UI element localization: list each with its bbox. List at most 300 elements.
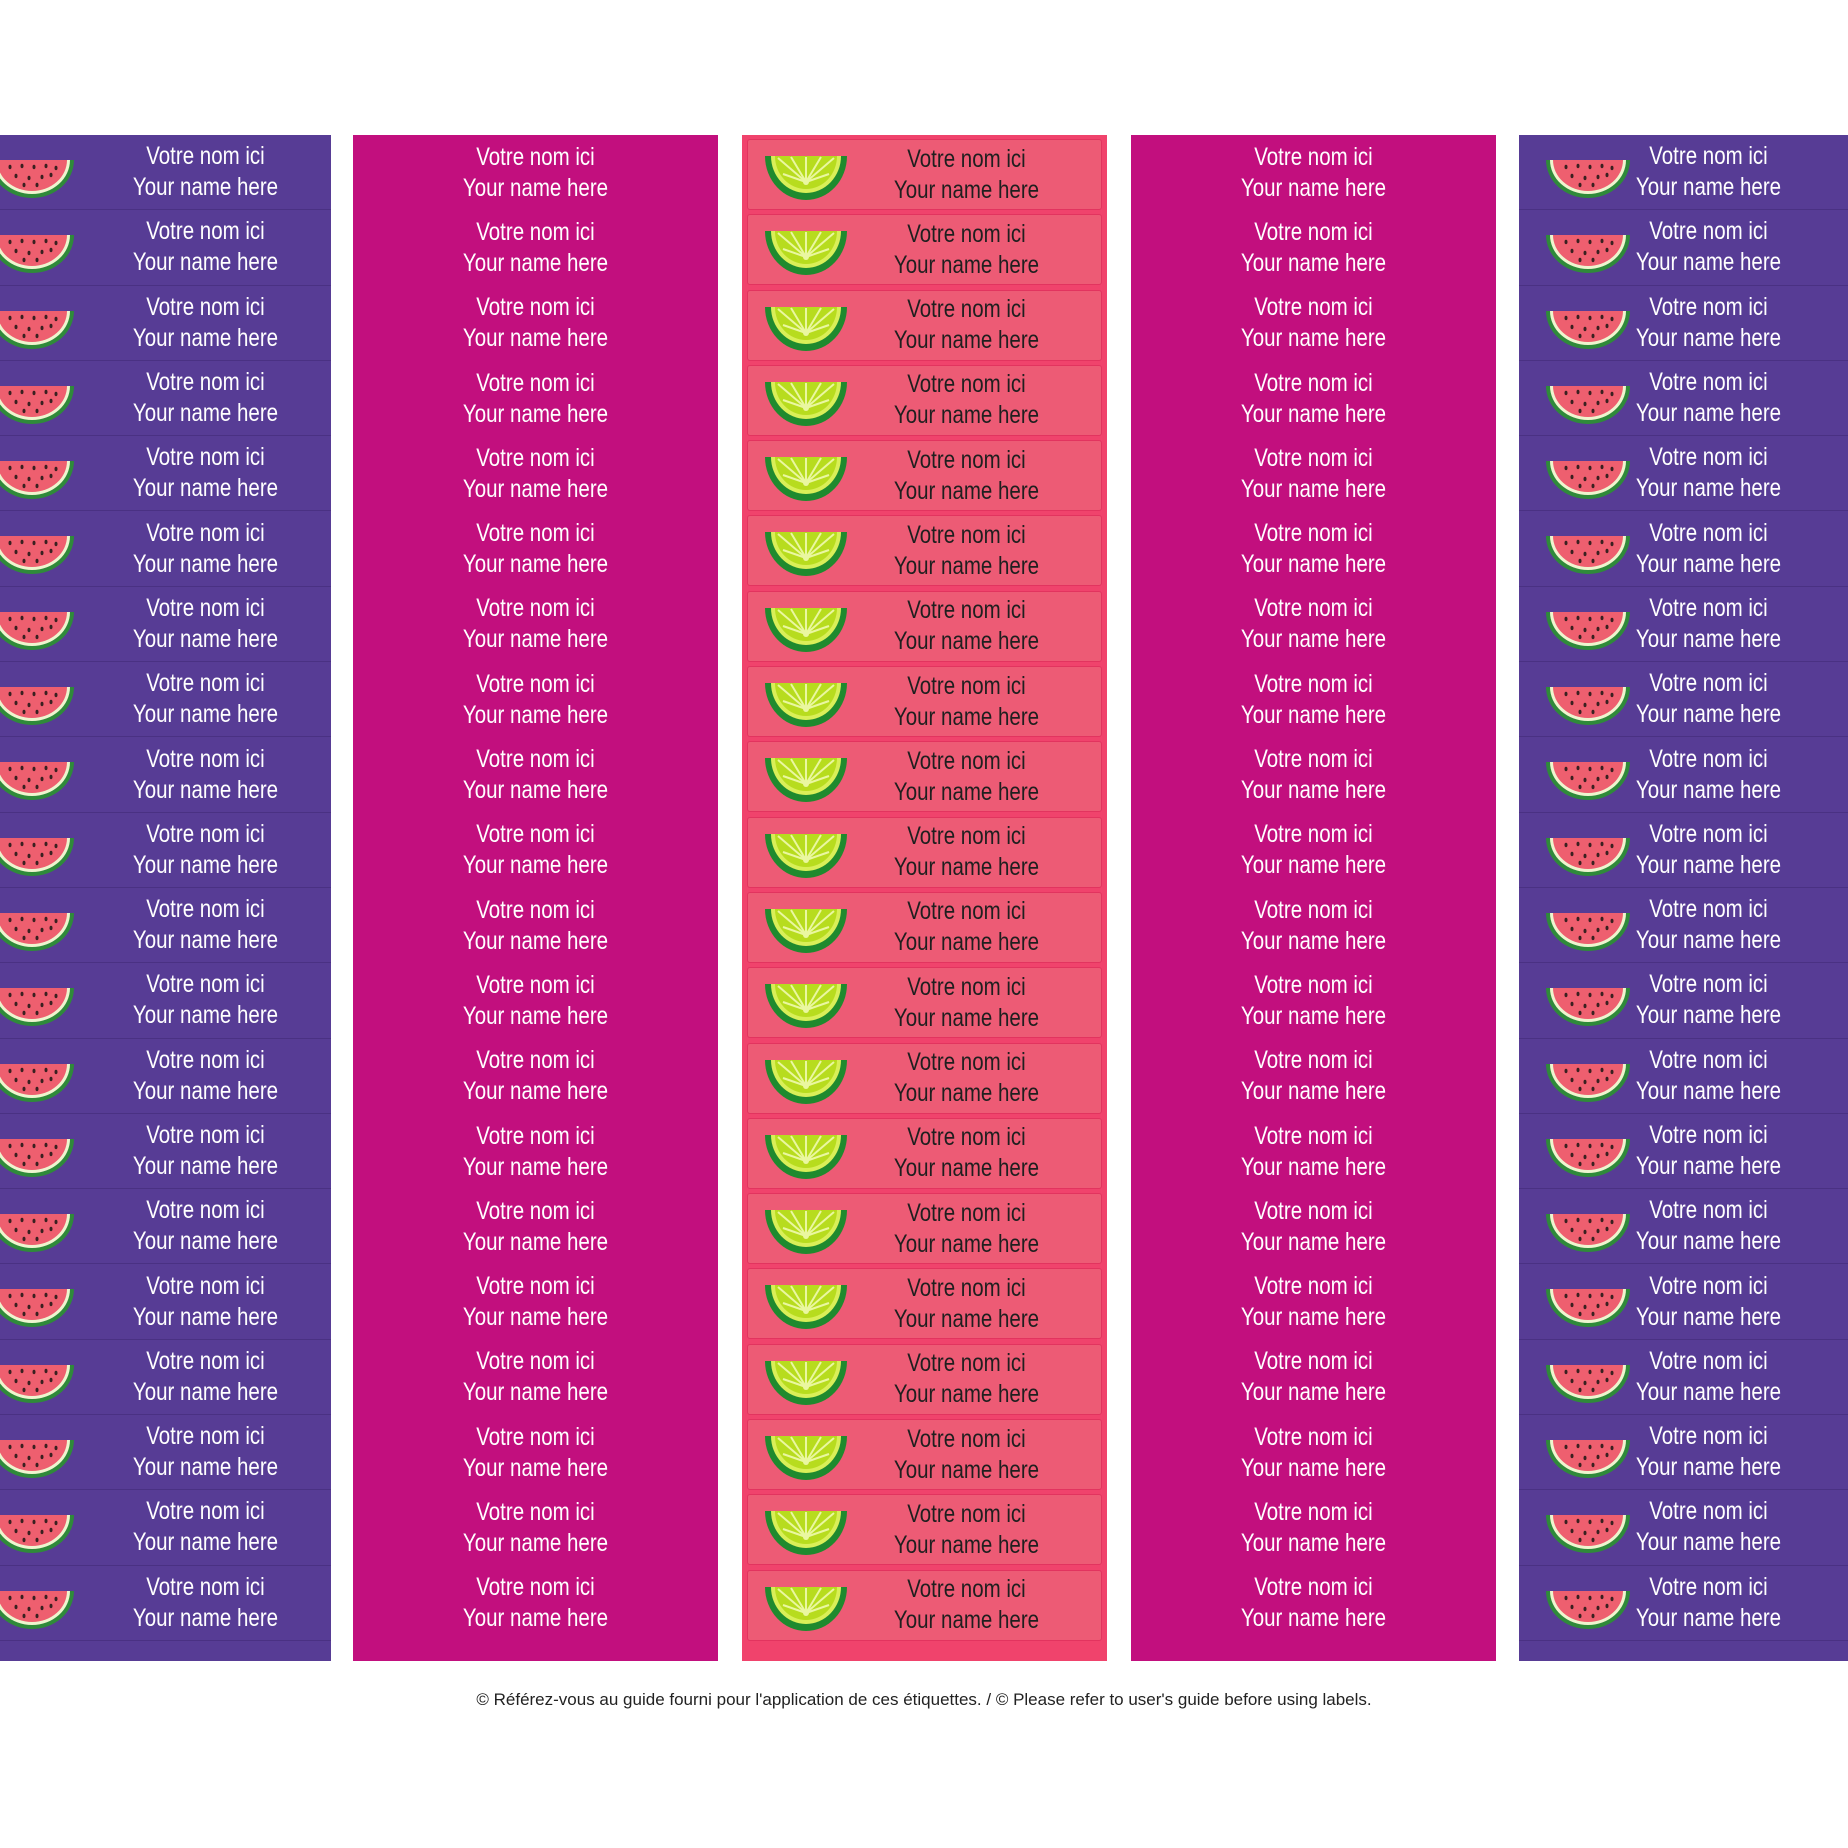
label-text bbox=[856, 1119, 1077, 1188]
label-name-english: Your name here bbox=[1635, 775, 1782, 804]
name-label bbox=[353, 1415, 718, 1490]
label-text bbox=[1164, 737, 1463, 812]
label-name-french: Votre nom ici bbox=[476, 895, 595, 924]
name-label bbox=[0, 1189, 331, 1264]
watermelon-icon bbox=[0, 1210, 76, 1254]
label-name-french: Votre nom ici bbox=[476, 368, 595, 397]
label-text bbox=[1164, 135, 1463, 210]
label-text bbox=[856, 140, 1077, 209]
label-name-french: Votre nom ici bbox=[1254, 745, 1373, 774]
label-text bbox=[1594, 286, 1823, 360]
watermelon-icon bbox=[0, 683, 76, 727]
watermelon-icon bbox=[0, 758, 76, 802]
label-text bbox=[386, 511, 685, 586]
label-name-french: Votre nom ici bbox=[476, 293, 595, 322]
name-label bbox=[747, 1419, 1102, 1490]
label-name-french: Votre nom ici bbox=[907, 1048, 1026, 1077]
label-name-french: Votre nom ici bbox=[476, 745, 595, 774]
label-name-english: Your name here bbox=[893, 326, 1040, 355]
label-name-english: Your name here bbox=[893, 551, 1040, 580]
label-name-french: Votre nom ici bbox=[1649, 142, 1768, 171]
name-label bbox=[353, 286, 718, 361]
label-name-english: Your name here bbox=[1240, 926, 1387, 955]
label-text bbox=[1164, 888, 1463, 963]
label-name-french: Votre nom ici bbox=[146, 1045, 265, 1074]
label-text bbox=[386, 1415, 685, 1490]
label-text bbox=[1164, 1415, 1463, 1490]
label-text bbox=[856, 441, 1077, 510]
label-name-french: Votre nom ici bbox=[476, 1121, 595, 1150]
label-name-french: Votre nom ici bbox=[476, 142, 595, 171]
label-text bbox=[1164, 963, 1463, 1038]
label-name-french: Votre nom ici bbox=[907, 1424, 1026, 1453]
label-name-french: Votre nom ici bbox=[907, 671, 1026, 700]
name-label bbox=[353, 511, 718, 586]
name-label bbox=[747, 1043, 1102, 1114]
name-label bbox=[1519, 1039, 1848, 1114]
name-label bbox=[1131, 963, 1496, 1038]
label-name-english: Your name here bbox=[1635, 1302, 1782, 1331]
label-name-french: Votre nom ici bbox=[1649, 819, 1768, 848]
lime-slice-icon bbox=[763, 453, 849, 503]
label-name-french: Votre nom ici bbox=[1649, 1572, 1768, 1601]
name-label bbox=[1519, 135, 1848, 210]
lime-slice-icon bbox=[763, 830, 849, 880]
label-name-french: Votre nom ici bbox=[1649, 217, 1768, 246]
name-label bbox=[1131, 888, 1496, 963]
label-name-english: Your name here bbox=[462, 474, 609, 503]
label-text bbox=[856, 1495, 1077, 1564]
label-name-english: Your name here bbox=[1635, 1227, 1782, 1256]
label-text bbox=[386, 1189, 685, 1264]
name-label bbox=[1519, 436, 1848, 511]
label-text bbox=[103, 286, 309, 360]
label-text bbox=[386, 1340, 685, 1415]
label-text bbox=[1164, 1114, 1463, 1189]
label-name-french: Votre nom ici bbox=[907, 295, 1026, 324]
name-label bbox=[353, 361, 718, 436]
label-name-french: Votre nom ici bbox=[1649, 1045, 1768, 1074]
label-text bbox=[1164, 1566, 1463, 1641]
label-name-english: Your name here bbox=[462, 324, 609, 353]
label-name-french: Votre nom ici bbox=[1649, 895, 1768, 924]
usage-notice: © Référez-vous au guide fourni pour l'application de ces étiquettes. / © Please refer to user's guide before using labels. bbox=[476, 1690, 1372, 1709]
watermelon-icon bbox=[0, 231, 76, 275]
label-text bbox=[103, 1039, 309, 1113]
name-label bbox=[0, 436, 331, 511]
label-text bbox=[1594, 1039, 1823, 1113]
name-label bbox=[1519, 1189, 1848, 1264]
label-name-english: Your name here bbox=[1635, 474, 1782, 503]
name-label bbox=[1131, 286, 1496, 361]
label-name-french: Votre nom ici bbox=[1254, 217, 1373, 246]
label-name-english: Your name here bbox=[462, 700, 609, 729]
name-label bbox=[1519, 587, 1848, 662]
label-name-english: Your name here bbox=[1240, 1303, 1387, 1332]
label-name-french: Votre nom ici bbox=[907, 1349, 1026, 1378]
name-label bbox=[353, 1340, 718, 1415]
lime-slice-icon bbox=[763, 1432, 849, 1482]
label-name-french: Votre nom ici bbox=[907, 1575, 1026, 1604]
label-name-french: Votre nom ici bbox=[1649, 669, 1768, 698]
label-text bbox=[856, 592, 1077, 661]
label-text bbox=[386, 361, 685, 436]
name-label bbox=[747, 139, 1102, 210]
label-text bbox=[386, 286, 685, 361]
label-name-french: Votre nom ici bbox=[146, 744, 265, 773]
label-name-english: Your name here bbox=[1240, 399, 1387, 428]
label-name-english: Your name here bbox=[1240, 324, 1387, 353]
label-name-french: Votre nom ici bbox=[146, 593, 265, 622]
name-label bbox=[1519, 1264, 1848, 1339]
label-text bbox=[103, 813, 309, 887]
label-text bbox=[1164, 1189, 1463, 1264]
name-label bbox=[1131, 1264, 1496, 1339]
watermelon-icon bbox=[0, 532, 76, 576]
name-label bbox=[0, 813, 331, 888]
label-name-english: Your name here bbox=[462, 1077, 609, 1106]
name-label bbox=[0, 888, 331, 963]
label-name-english: Your name here bbox=[1635, 173, 1782, 202]
name-label bbox=[0, 737, 331, 812]
label-name-french: Votre nom ici bbox=[1649, 1497, 1768, 1526]
label-name-french: Votre nom ici bbox=[1254, 1046, 1373, 1075]
label-text bbox=[1164, 587, 1463, 662]
label-name-french: Votre nom ici bbox=[1649, 1271, 1768, 1300]
label-name-english: Your name here bbox=[462, 399, 609, 428]
name-label bbox=[747, 591, 1102, 662]
label-text bbox=[386, 210, 685, 285]
name-label bbox=[747, 1344, 1102, 1415]
label-text bbox=[1164, 210, 1463, 285]
name-label bbox=[1519, 1566, 1848, 1641]
label-text bbox=[1164, 511, 1463, 586]
name-label bbox=[1131, 813, 1496, 888]
name-label bbox=[1131, 436, 1496, 511]
label-name-english: Your name here bbox=[1635, 700, 1782, 729]
name-label bbox=[353, 1566, 718, 1641]
name-label bbox=[1131, 1039, 1496, 1114]
label-text bbox=[103, 511, 309, 585]
label-name-english: Your name here bbox=[1240, 248, 1387, 277]
name-label bbox=[353, 1039, 718, 1114]
label-name-english: Your name here bbox=[462, 1001, 609, 1030]
label-name-french: Votre nom ici bbox=[1254, 1121, 1373, 1150]
label-name-french: Votre nom ici bbox=[1649, 443, 1768, 472]
name-label bbox=[747, 1193, 1102, 1264]
label-name-french: Votre nom ici bbox=[1254, 1347, 1373, 1376]
label-text bbox=[386, 1264, 685, 1339]
label-name-french: Votre nom ici bbox=[1649, 368, 1768, 397]
label-name-french: Votre nom ici bbox=[1254, 1422, 1373, 1451]
label-text bbox=[103, 210, 309, 284]
label-name-french: Votre nom ici bbox=[476, 970, 595, 999]
label-text bbox=[1594, 813, 1823, 887]
label-name-english: Your name here bbox=[893, 777, 1040, 806]
label-text bbox=[103, 1114, 309, 1188]
watermelon-icon bbox=[0, 909, 76, 953]
label-name-french: Votre nom ici bbox=[1649, 970, 1768, 999]
label-text bbox=[1164, 1340, 1463, 1415]
name-label bbox=[353, 662, 718, 737]
label-name-english: Your name here bbox=[1240, 851, 1387, 880]
label-name-english: Your name here bbox=[462, 1604, 609, 1633]
label-name-english: Your name here bbox=[1240, 474, 1387, 503]
label-text bbox=[1594, 1340, 1823, 1414]
lime-slice-icon bbox=[763, 528, 849, 578]
lime-slice-icon bbox=[763, 1281, 849, 1331]
name-label bbox=[0, 210, 331, 285]
name-label bbox=[1519, 286, 1848, 361]
label-text bbox=[103, 587, 309, 661]
label-name-french: Votre nom ici bbox=[1254, 368, 1373, 397]
label-name-english: Your name here bbox=[893, 476, 1040, 505]
label-text bbox=[103, 135, 309, 209]
label-text bbox=[1164, 1264, 1463, 1339]
name-label bbox=[747, 817, 1102, 888]
label-name-french: Votre nom ici bbox=[476, 1046, 595, 1075]
label-name-english: Your name here bbox=[132, 926, 279, 955]
watermelon-icon bbox=[0, 1587, 76, 1631]
label-text bbox=[1594, 587, 1823, 661]
label-name-english: Your name here bbox=[893, 1530, 1040, 1559]
label-name-english: Your name here bbox=[132, 1227, 279, 1256]
name-label bbox=[0, 135, 331, 210]
name-label bbox=[1519, 361, 1848, 436]
name-label bbox=[1519, 813, 1848, 888]
label-name-english: Your name here bbox=[1635, 1377, 1782, 1406]
name-label bbox=[353, 1490, 718, 1565]
label-text bbox=[1164, 361, 1463, 436]
watermelon-icon bbox=[0, 1436, 76, 1480]
name-label bbox=[747, 892, 1102, 963]
label-text bbox=[386, 1490, 685, 1565]
label-name-english: Your name here bbox=[893, 250, 1040, 279]
label-name-english: Your name here bbox=[132, 1076, 279, 1105]
label-name-french: Votre nom ici bbox=[1254, 293, 1373, 322]
label-name-french: Votre nom ici bbox=[1254, 519, 1373, 548]
label-text bbox=[386, 737, 685, 812]
name-label bbox=[0, 1264, 331, 1339]
label-text bbox=[1594, 1490, 1823, 1564]
lime-slice-icon bbox=[763, 905, 849, 955]
label-name-french: Votre nom ici bbox=[476, 1422, 595, 1451]
label-name-english: Your name here bbox=[462, 550, 609, 579]
label-name-french: Votre nom ici bbox=[907, 520, 1026, 549]
label-name-english: Your name here bbox=[462, 1453, 609, 1482]
label-text bbox=[1594, 662, 1823, 736]
label-name-english: Your name here bbox=[1240, 1378, 1387, 1407]
name-label bbox=[1519, 1490, 1848, 1565]
label-text bbox=[856, 1571, 1077, 1640]
name-label bbox=[0, 963, 331, 1038]
label-name-french: Votre nom ici bbox=[476, 1347, 595, 1376]
label-name-english: Your name here bbox=[462, 625, 609, 654]
label-text bbox=[856, 893, 1077, 962]
name-label bbox=[0, 1566, 331, 1641]
label-name-english: Your name here bbox=[1635, 850, 1782, 879]
label-name-french: Votre nom ici bbox=[146, 970, 265, 999]
label-text bbox=[1594, 1415, 1823, 1489]
name-label bbox=[0, 1114, 331, 1189]
label-name-english: Your name here bbox=[893, 1606, 1040, 1635]
label-name-french: Votre nom ici bbox=[476, 1497, 595, 1526]
label-column-3 bbox=[742, 135, 1107, 1661]
label-text bbox=[1594, 737, 1823, 811]
label-name-english: Your name here bbox=[132, 1603, 279, 1632]
label-name-english: Your name here bbox=[132, 173, 279, 202]
label-name-english: Your name here bbox=[1635, 1076, 1782, 1105]
label-name-english: Your name here bbox=[1635, 323, 1782, 352]
lime-slice-icon bbox=[763, 1507, 849, 1557]
label-text bbox=[1164, 286, 1463, 361]
label-name-french: Votre nom ici bbox=[146, 669, 265, 698]
label-text bbox=[1594, 511, 1823, 585]
label-name-french: Votre nom ici bbox=[1254, 669, 1373, 698]
label-name-english: Your name here bbox=[1240, 173, 1387, 202]
label-text bbox=[1594, 963, 1823, 1037]
label-name-english: Your name here bbox=[893, 1455, 1040, 1484]
label-name-french: Votre nom ici bbox=[907, 445, 1026, 474]
label-name-english: Your name here bbox=[132, 775, 279, 804]
watermelon-icon bbox=[0, 382, 76, 426]
label-text bbox=[1594, 1566, 1823, 1640]
lime-slice-icon bbox=[763, 1131, 849, 1181]
label-name-french: Votre nom ici bbox=[476, 594, 595, 623]
label-name-english: Your name here bbox=[132, 700, 279, 729]
label-name-english: Your name here bbox=[1240, 550, 1387, 579]
label-text bbox=[1594, 1114, 1823, 1188]
name-label bbox=[0, 511, 331, 586]
name-label bbox=[1131, 662, 1496, 737]
label-name-french: Votre nom ici bbox=[907, 897, 1026, 926]
label-name-english: Your name here bbox=[893, 702, 1040, 731]
name-label bbox=[1131, 587, 1496, 662]
label-name-french: Votre nom ici bbox=[1254, 820, 1373, 849]
label-name-french: Votre nom ici bbox=[476, 669, 595, 698]
name-label bbox=[353, 813, 718, 888]
label-text bbox=[856, 1269, 1077, 1338]
label-text bbox=[103, 963, 309, 1037]
name-label bbox=[0, 587, 331, 662]
label-text bbox=[1594, 135, 1823, 209]
label-text bbox=[103, 1264, 309, 1338]
lime-slice-icon bbox=[763, 1206, 849, 1256]
name-label bbox=[747, 666, 1102, 737]
name-label bbox=[0, 1340, 331, 1415]
name-label bbox=[353, 210, 718, 285]
name-label bbox=[353, 888, 718, 963]
label-text bbox=[386, 1114, 685, 1189]
label-name-french: Votre nom ici bbox=[146, 518, 265, 547]
name-label bbox=[1131, 511, 1496, 586]
label-name-english: Your name here bbox=[132, 850, 279, 879]
label-name-english: Your name here bbox=[893, 175, 1040, 204]
label-name-english: Your name here bbox=[462, 926, 609, 955]
name-label bbox=[1519, 662, 1848, 737]
label-name-english: Your name here bbox=[132, 248, 279, 277]
name-label bbox=[1519, 511, 1848, 586]
label-name-french: Votre nom ici bbox=[1649, 593, 1768, 622]
label-text bbox=[856, 742, 1077, 811]
name-label bbox=[747, 1118, 1102, 1189]
label-text bbox=[103, 436, 309, 510]
label-name-english: Your name here bbox=[1240, 1227, 1387, 1256]
label-name-english: Your name here bbox=[893, 1003, 1040, 1032]
label-text bbox=[1594, 436, 1823, 510]
name-label bbox=[0, 1415, 331, 1490]
watermelon-icon bbox=[0, 1511, 76, 1555]
label-name-english: Your name here bbox=[893, 1154, 1040, 1183]
name-label bbox=[1131, 135, 1496, 210]
name-label bbox=[747, 1268, 1102, 1339]
label-name-english: Your name here bbox=[1240, 776, 1387, 805]
name-label bbox=[1519, 1415, 1848, 1490]
label-name-french: Votre nom ici bbox=[476, 519, 595, 548]
label-name-french: Votre nom ici bbox=[146, 217, 265, 246]
label-text bbox=[856, 516, 1077, 585]
label-name-english: Your name here bbox=[1635, 1453, 1782, 1482]
label-text bbox=[1164, 662, 1463, 737]
label-name-french: Votre nom ici bbox=[1254, 1196, 1373, 1225]
label-name-english: Your name here bbox=[132, 1152, 279, 1180]
watermelon-icon bbox=[0, 1135, 76, 1179]
label-name-french: Votre nom ici bbox=[476, 1196, 595, 1225]
name-label bbox=[353, 1114, 718, 1189]
label-name-english: Your name here bbox=[1635, 624, 1782, 653]
label-name-french: Votre nom ici bbox=[1254, 895, 1373, 924]
label-name-english: Your name here bbox=[462, 248, 609, 277]
lime-slice-icon bbox=[763, 227, 849, 277]
label-name-french: Votre nom ici bbox=[476, 1272, 595, 1301]
label-text bbox=[856, 818, 1077, 887]
lime-slice-icon bbox=[763, 604, 849, 654]
label-name-english: Your name here bbox=[1240, 625, 1387, 654]
label-text bbox=[103, 1340, 309, 1414]
label-name-french: Votre nom ici bbox=[1649, 1196, 1768, 1225]
label-name-french: Votre nom ici bbox=[1649, 1121, 1768, 1149]
label-text bbox=[856, 968, 1077, 1037]
label-name-english: Your name here bbox=[462, 1152, 609, 1181]
name-label bbox=[747, 1570, 1102, 1641]
label-name-french: Votre nom ici bbox=[1649, 292, 1768, 321]
watermelon-icon bbox=[0, 984, 76, 1028]
label-name-english: Your name here bbox=[893, 1380, 1040, 1409]
label-text bbox=[1594, 1189, 1823, 1263]
label-name-french: Votre nom ici bbox=[907, 746, 1026, 775]
lime-slice-icon bbox=[763, 679, 849, 729]
label-name-french: Votre nom ici bbox=[146, 819, 265, 848]
label-name-english: Your name here bbox=[462, 776, 609, 805]
name-label bbox=[1131, 1189, 1496, 1264]
label-text bbox=[1594, 361, 1823, 435]
label-name-english: Your name here bbox=[132, 624, 279, 653]
label-text bbox=[1594, 210, 1823, 284]
label-text bbox=[386, 813, 685, 888]
label-name-french: Votre nom ici bbox=[907, 370, 1026, 399]
label-name-english: Your name here bbox=[132, 323, 279, 352]
label-text bbox=[386, 135, 685, 210]
name-label bbox=[0, 361, 331, 436]
label-name-french: Votre nom ici bbox=[907, 219, 1026, 248]
label-name-french: Votre nom ici bbox=[1254, 1573, 1373, 1602]
label-column-4 bbox=[1131, 135, 1496, 1661]
name-label bbox=[747, 967, 1102, 1038]
label-name-english: Your name here bbox=[1635, 1528, 1782, 1557]
name-label bbox=[747, 1494, 1102, 1565]
label-name-english: Your name here bbox=[893, 1229, 1040, 1258]
label-name-french: Votre nom ici bbox=[1254, 1497, 1373, 1526]
